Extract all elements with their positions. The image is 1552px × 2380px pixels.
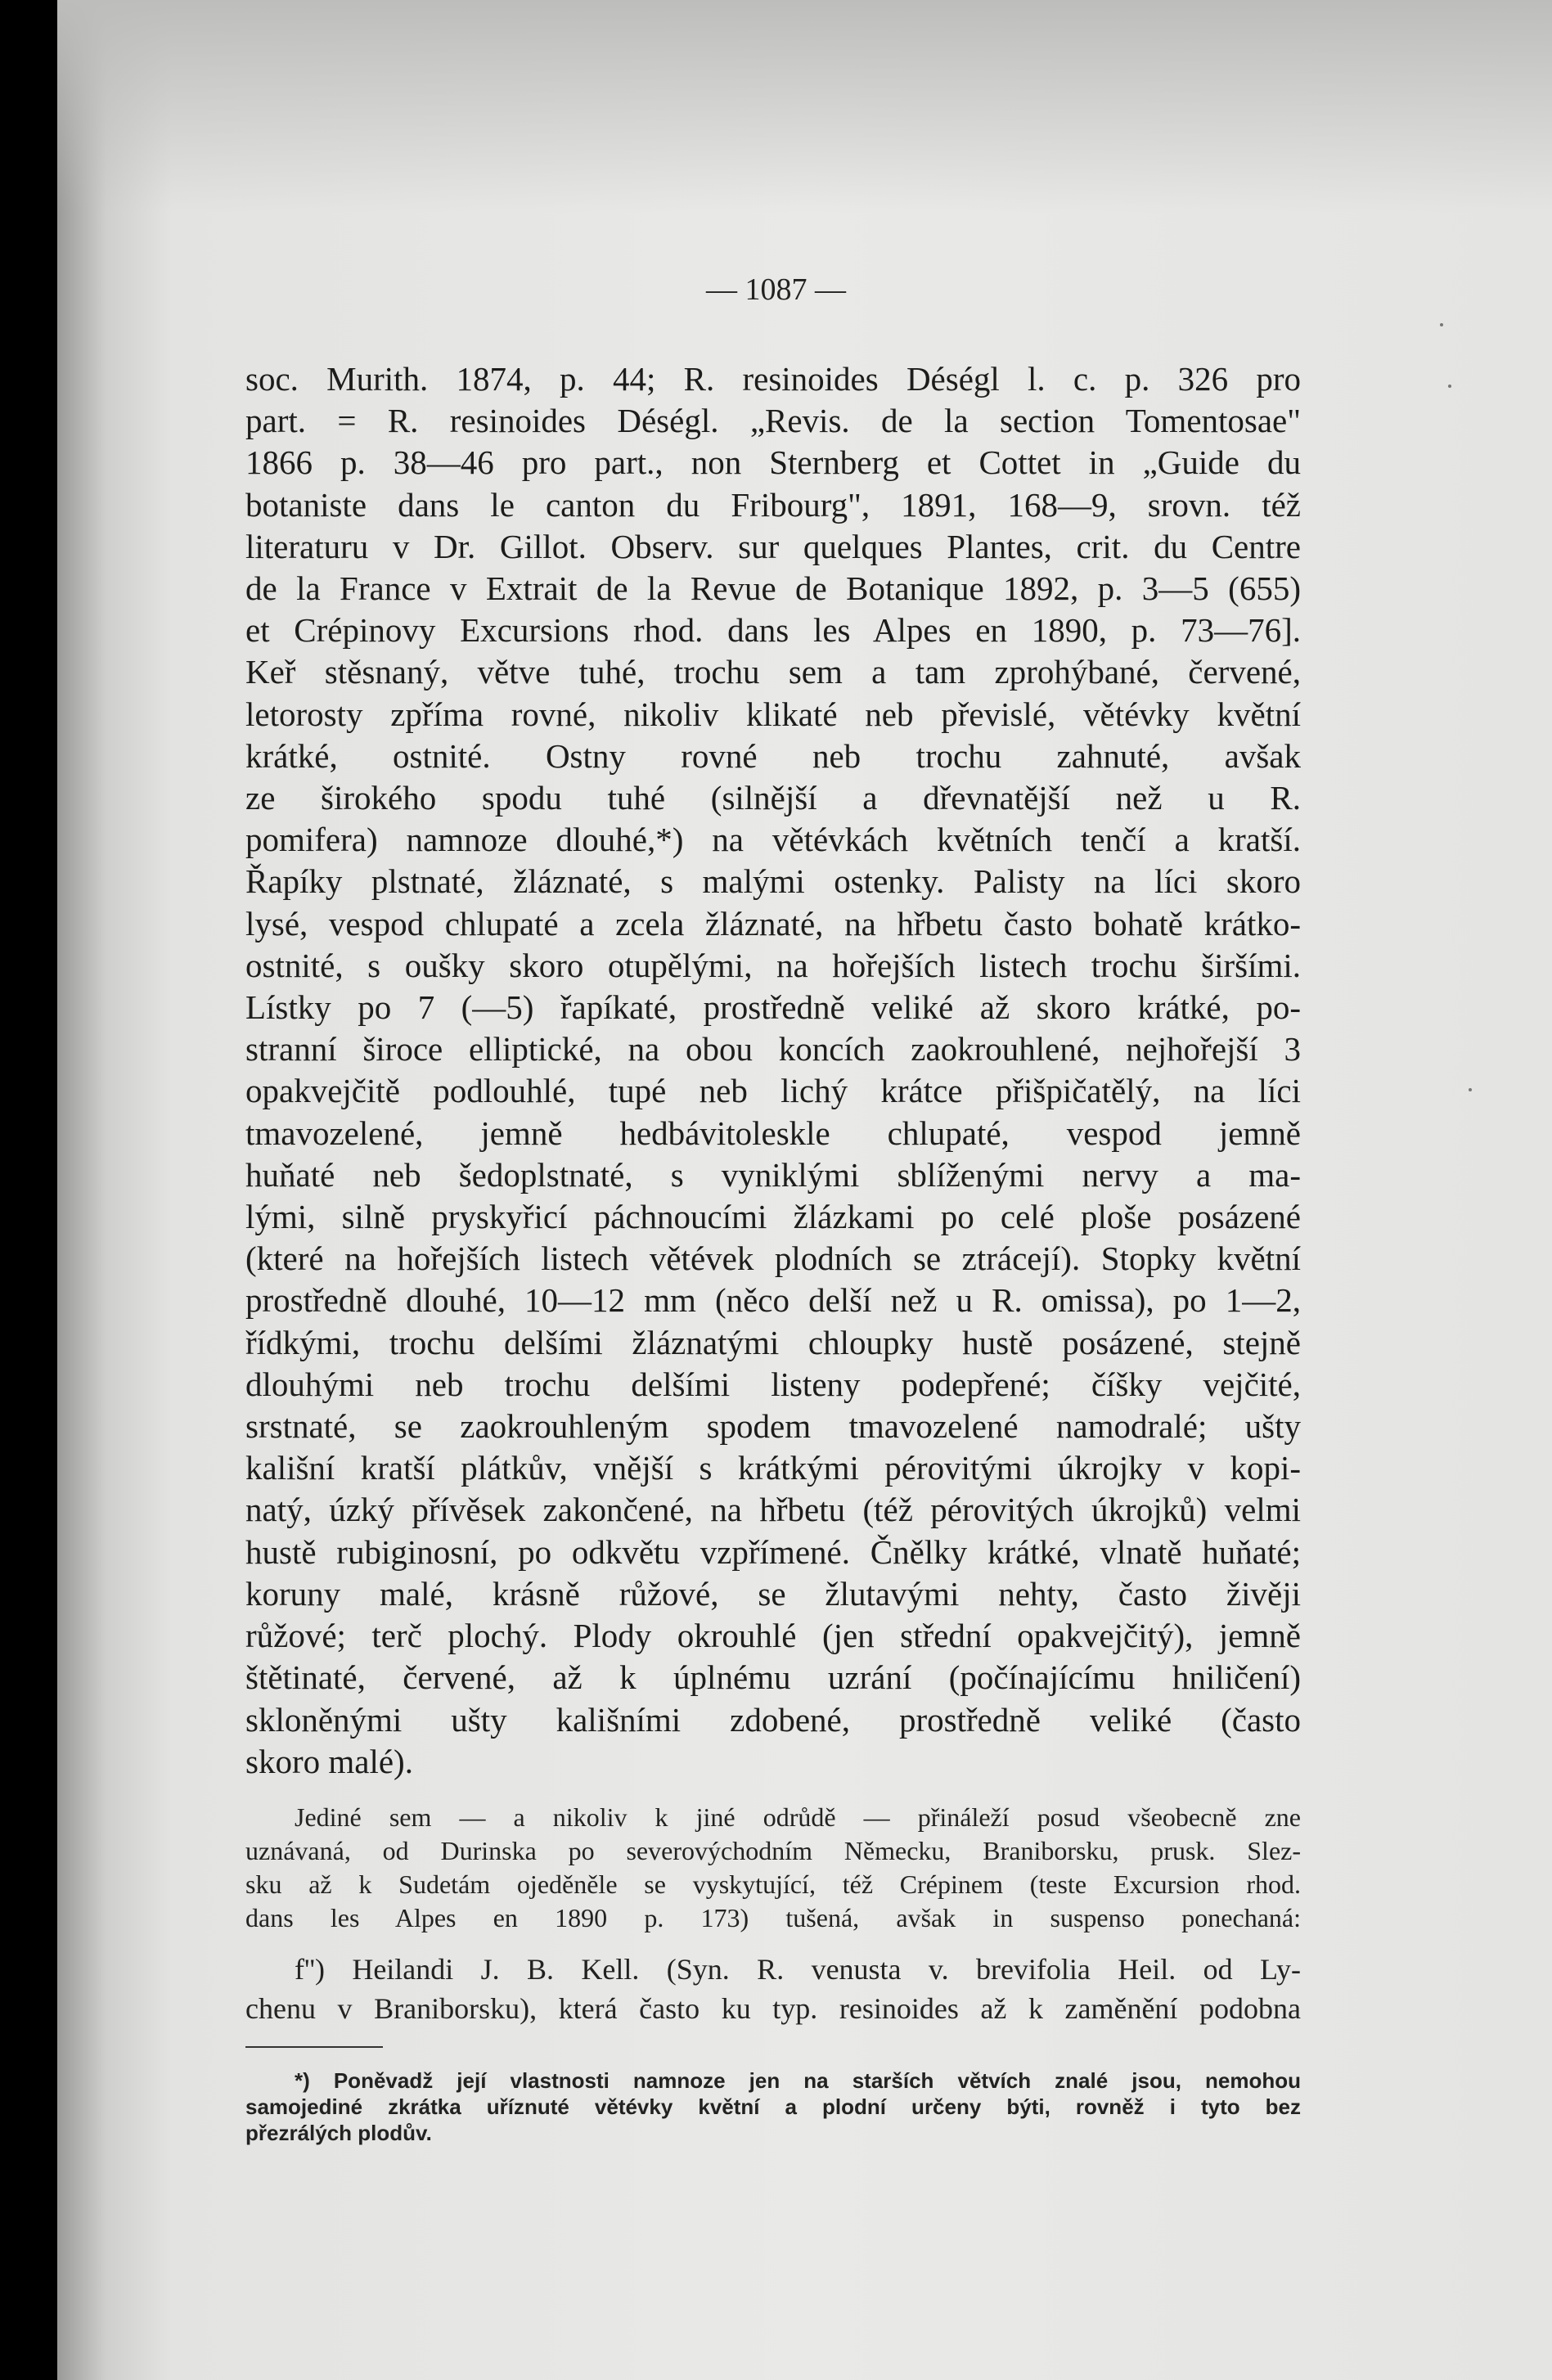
text-line: letorosty zpříma rovné, nikoliv klikaté neb převislé, větévky květní — [245, 695, 1301, 733]
text-line: srstnaté, se zaokrouhleným spodem tmavozelené namodralé; ušty — [245, 1407, 1301, 1446]
speck — [1440, 323, 1443, 326]
text-line: lysé, vespod chlupaté a zcela žláznaté, na hřbetu často bohatě krátko- — [245, 904, 1301, 943]
footnote-line: samojediné zkrátka uříznuté větévky květní a plodní určeny býti, rovněž i tyto bez — [245, 2094, 1301, 2119]
text-line: part. = R. resinoides Déségl. „Revis. de la section Tomentosae" — [245, 402, 1301, 440]
text-line: skloněnými ušty kališními zdobené, prostředně veliké (často — [245, 1700, 1301, 1739]
text-line: růžové; terč plochý. Plody okrouhlé (jen střední opakvejčitý), jemně — [245, 1617, 1301, 1655]
text-line: et Crépinovy Excursions rhod. dans les Alpes en 1890, p. 73—76]. — [245, 611, 1301, 650]
text-line: hustě rubiginosní, po odkvětu vzpřímené. Čnělky krátké, vlnatě huňaté; — [245, 1532, 1301, 1571]
text-line: kališní kratší plátkův, vnější s krátkými pérovitými úkrojky v kopi- — [245, 1449, 1301, 1487]
variety-line: chenu v Braniborsku), která často ku typ. resinoides až k zaměnění podobna — [245, 1991, 1301, 2025]
text-line: Keř stěsnaný, větve tuhé, trochu sem a tam zprohýbané, červené, — [245, 653, 1301, 691]
text-line: soc. Murith. 1874, p. 44; R. resinoides Déségl l. c. p. 326 pro — [245, 360, 1301, 398]
text-line: lými, silně pryskyřicí páchnoucími žlázkami po celé ploše posázené — [245, 1198, 1301, 1236]
variety-line: f'') Heilandi J. B. Kell. (Syn. R. venusta v. brevifolia Heil. od Ly- — [295, 1952, 1301, 1986]
text-line: de la France v Extrait de la Revue de Botanique 1892, p. 3—5 (655) — [245, 569, 1301, 608]
text-line: řídkými, trochu delšími žláznatými chloupky hustě posázené, stejně — [245, 1323, 1301, 1361]
speck — [1448, 385, 1451, 388]
text-column — [245, 358, 1301, 2146]
main-description — [245, 358, 1301, 1783]
footnote — [245, 2067, 1301, 2146]
note-line: Jediné sem — a nikoliv k jiné odrůdě — přináleží posud všeobecně zne — [295, 1802, 1301, 1832]
text-line: skoro malé). — [245, 1742, 413, 1780]
note-paragraph — [245, 1801, 1301, 1935]
footnote-line: přezrálých plodův. — [245, 2120, 432, 2145]
footnote-divider — [245, 2046, 383, 2048]
text-line: ze širokého spodu tuhé (silnější a dřevnatější než u R. — [245, 779, 1301, 817]
text-line: štětinaté, červené, až k úplnému uzrání (počínajícímu hniličení) — [245, 1658, 1301, 1697]
note-line: dans les Alpes en 1890 p. 173) tušená, avšak in suspenso ponechaná: — [245, 1902, 1301, 1932]
text-line: huňaté neb šedoplstnaté, s vyniklými sblíženými nervy a ma- — [245, 1155, 1301, 1194]
text-line: 1866 p. 38—46 pro part., non Sternberg et Cottet in „Guide du — [245, 443, 1301, 482]
note-line: uznávaná, od Durinska po severovýchodním Německu, Braniborsku, prusk. Slez- — [245, 1835, 1301, 1865]
page-number: — 1087 — — [706, 272, 846, 307]
text-line: opakvejčitě podlouhlé, tupé neb lichý krátce přišpičatělý, na líci — [245, 1072, 1301, 1110]
text-line: Řapíky plstnaté, žláznaté, s malými ostenky. Palisty na líci skoro — [245, 862, 1301, 901]
text-line: tmavozelené, jemně hedbávitoleskle chlupaté, vespod jemně — [245, 1114, 1301, 1152]
footnote-line: *) Poněvadž její vlastnosti namnoze jen na starších větvích znalé jsou, nemohou — [295, 2067, 1301, 2093]
text-line: pomifera) namnoze dlouhé,*) na větévkách květních tenčí a kratší. — [245, 821, 1301, 859]
text-line: Lístky po 7 (—5) řapíkaté, prostředně veliké až skoro krátké, po- — [245, 988, 1301, 1027]
text-line: natý, úzký přívěsek zakončené, na hřbetu (též pérovitých úkrojků) velmi — [245, 1491, 1301, 1529]
text-line: ostnité, s oušky skoro otupělými, na hořejších listech trochu širšími. — [245, 946, 1301, 984]
note-line: sku až k Sudetám ojeděněle se vyskytující, též Crépinem (teste Excursion rhod. — [245, 1869, 1301, 1899]
text-line: stranní široce elliptické, na obou koncích zaokrouhlené, nejhořejší 3 — [245, 1030, 1301, 1069]
speck — [1469, 1088, 1472, 1091]
text-line: prostředně dlouhé, 10—12 mm (něco delší než u R. omissa), po 1—2, — [245, 1281, 1301, 1320]
text-line: koruny malé, krásně růžové, se žlutavými nehty, často živěji — [245, 1574, 1301, 1613]
text-line: botaniste dans le canton du Fribourg", 1891, 168—9, srovn. též — [245, 485, 1301, 524]
text-line: literaturu v Dr. Gillot. Observ. sur quelques Plantes, crit. du Centre — [245, 527, 1301, 565]
text-line: krátké, ostnité. Ostny rovné neb trochu zahnuté, avšak — [245, 736, 1301, 775]
text-line: (které na hořejších listech větévek plodních se ztrácejí). Stopky květní — [245, 1239, 1301, 1278]
variety-heilandi — [245, 1950, 1301, 2028]
text-line: dlouhými neb trochu delšími listeny podepřené; číšky vejčité, — [245, 1365, 1301, 1403]
